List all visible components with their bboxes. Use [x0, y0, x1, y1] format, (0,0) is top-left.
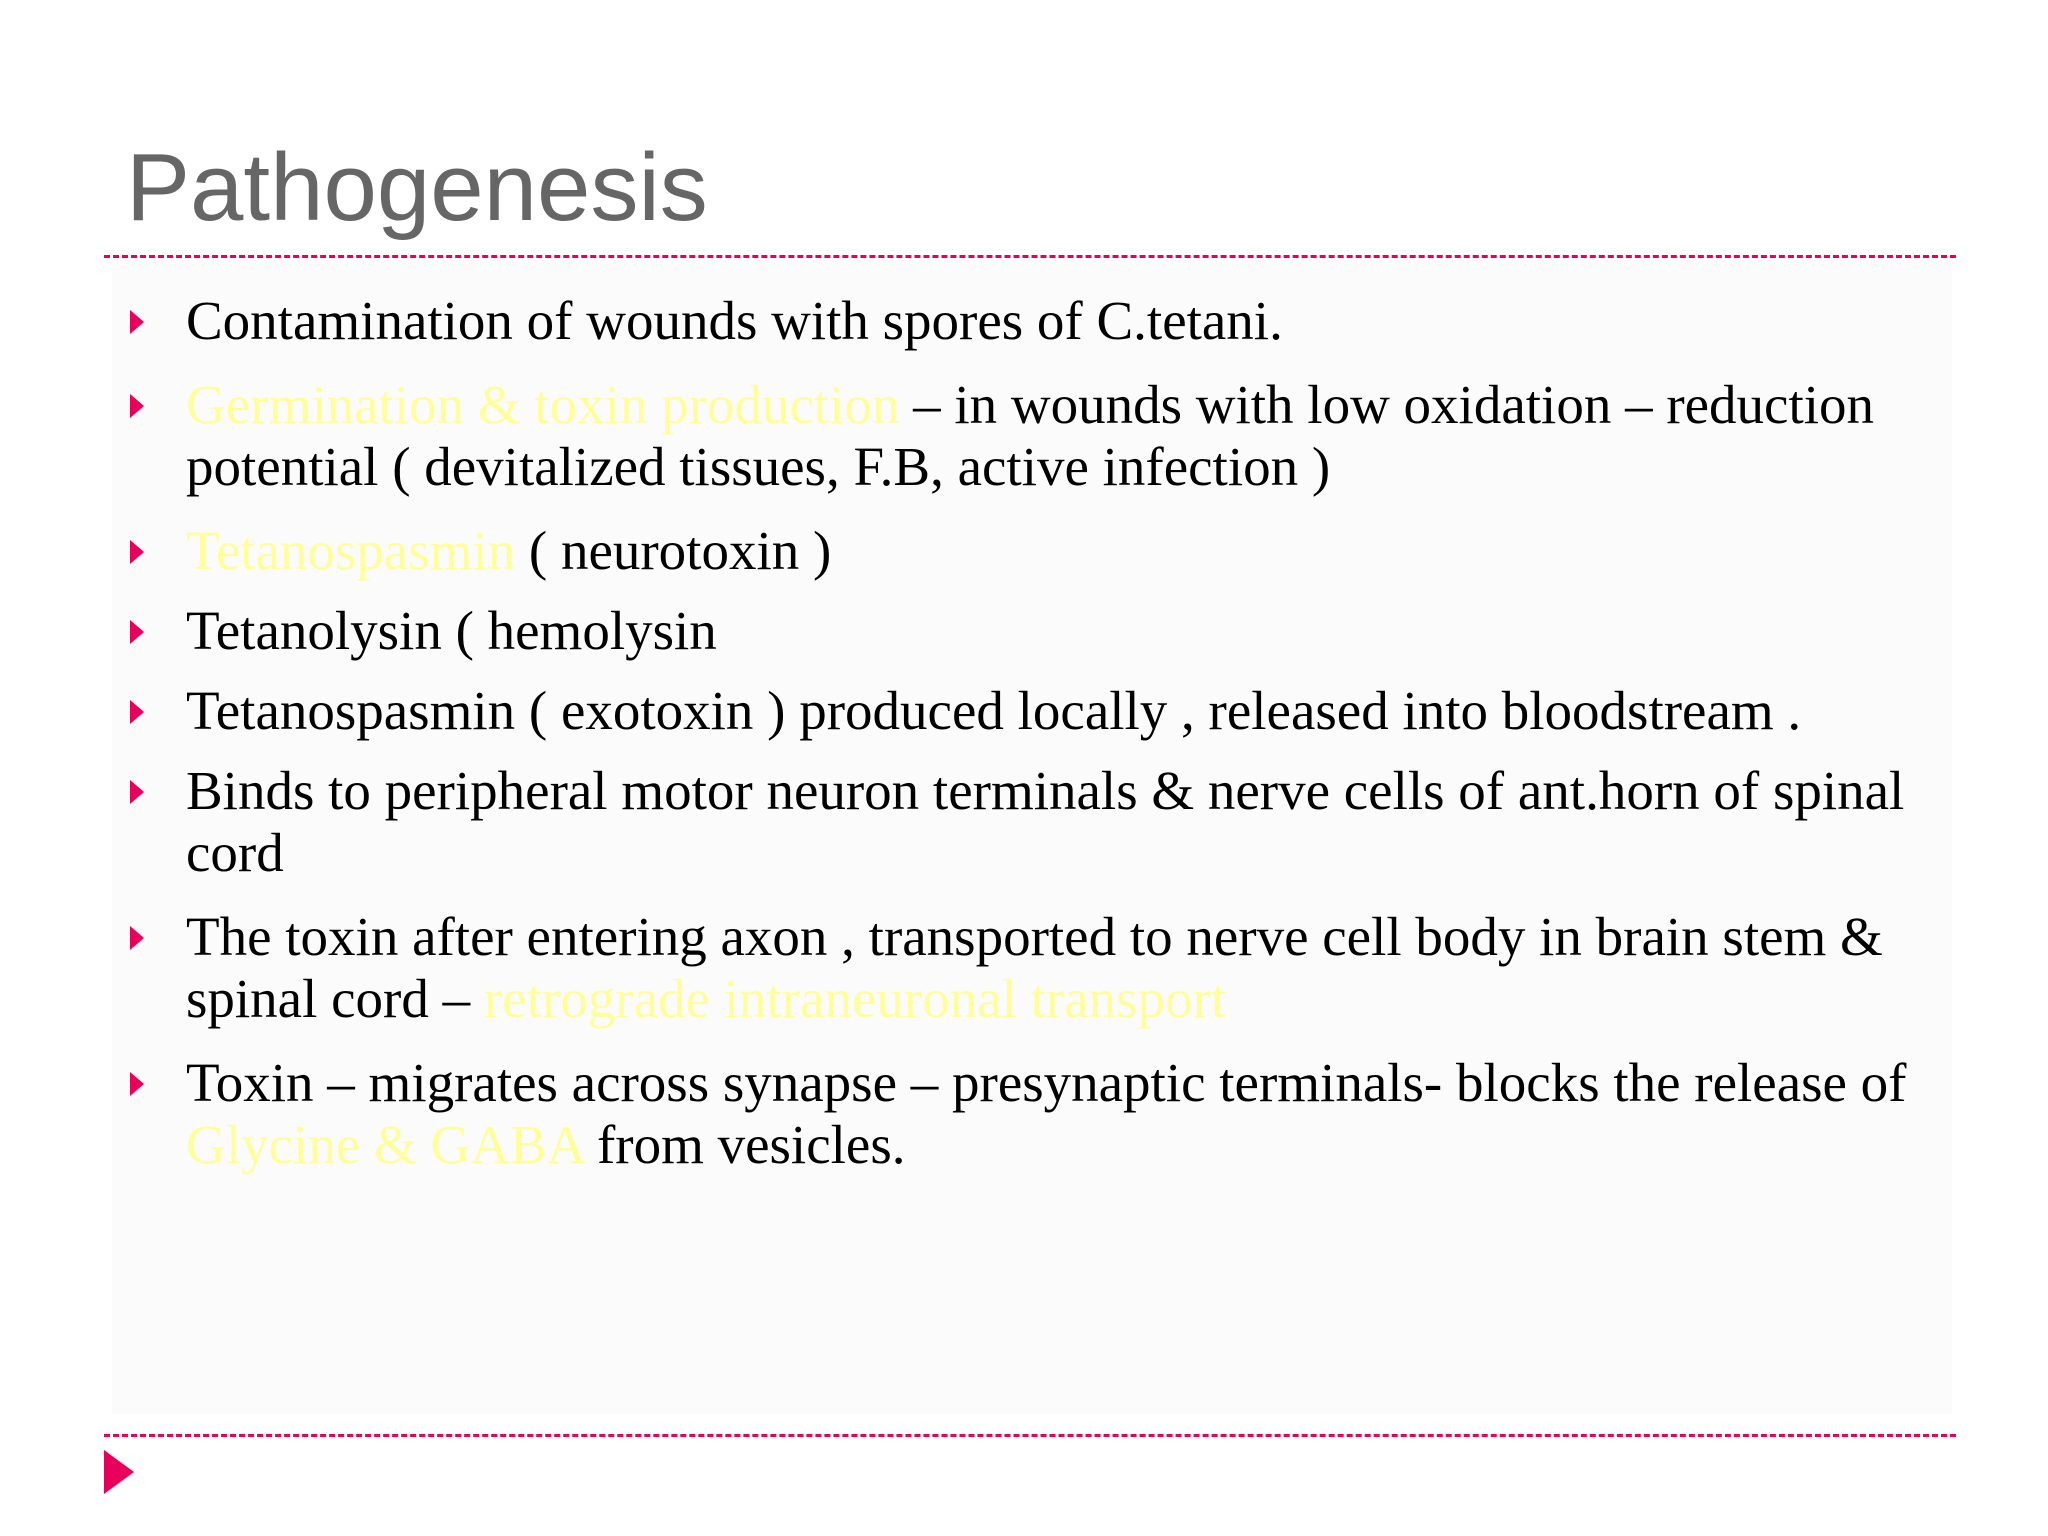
bullet-text: Tetanolysin ( hemolysin — [186, 600, 717, 661]
bullet-item — [120, 290, 1950, 352]
bullet-arrow-icon — [130, 926, 144, 950]
bullet-item — [120, 520, 1950, 582]
bullet-highlight: Tetanospasmin — [186, 520, 516, 581]
bullet-text: from vesicles. — [583, 1114, 906, 1175]
footer-divider — [104, 1434, 1956, 1437]
bullet-arrow-icon — [130, 394, 144, 418]
bullet-highlight: Germination & toxin production — [186, 374, 900, 435]
bullet-text: Contamination of wounds with spores of C.tetani. — [186, 290, 1283, 351]
bullet-arrow-icon — [130, 310, 144, 334]
play-arrow-icon[interactable] — [104, 1450, 134, 1494]
bullet-arrow-icon — [130, 1072, 144, 1096]
bullet-text: Tetanospasmin ( exotoxin ) produced locally , released into bloodstream . — [186, 680, 1802, 741]
bullet-text: – in wounds with low oxidation – reduction potential ( devitalized tissues, F.B, active infection ) — [186, 374, 1875, 497]
bullet-arrow-icon — [130, 540, 144, 564]
bullet-highlight: retrograde intraneuronal transport — [483, 968, 1227, 1029]
slide-title: Pathogenesis — [126, 134, 708, 241]
bullet-item — [120, 1052, 1950, 1176]
bullet-item — [120, 906, 1950, 1030]
bullet-item — [120, 374, 1950, 498]
bullet-arrow-icon — [130, 700, 144, 724]
bullet-text: Toxin – migrates across synapse – presynaptic terminals- blocks the release of — [186, 1052, 1907, 1113]
bullet-item — [120, 760, 1950, 884]
bullet-text: The toxin after entering axon , transported to nerve cell body in brain stem & spinal cord – — [186, 906, 1883, 1029]
bullet-item — [120, 600, 1950, 662]
bullet-item — [120, 680, 1950, 742]
title-divider — [104, 255, 1956, 258]
bullet-text: ( neurotoxin ) — [515, 520, 832, 581]
bullet-list — [120, 290, 1950, 1176]
bullet-highlight: Glycine & GABA — [186, 1114, 584, 1175]
bullet-text: Binds to peripheral motor neuron terminals & nerve cells of ant.horn of spinal cord — [186, 760, 1905, 883]
bullet-arrow-icon — [130, 780, 144, 804]
bullet-arrow-icon — [130, 620, 144, 644]
